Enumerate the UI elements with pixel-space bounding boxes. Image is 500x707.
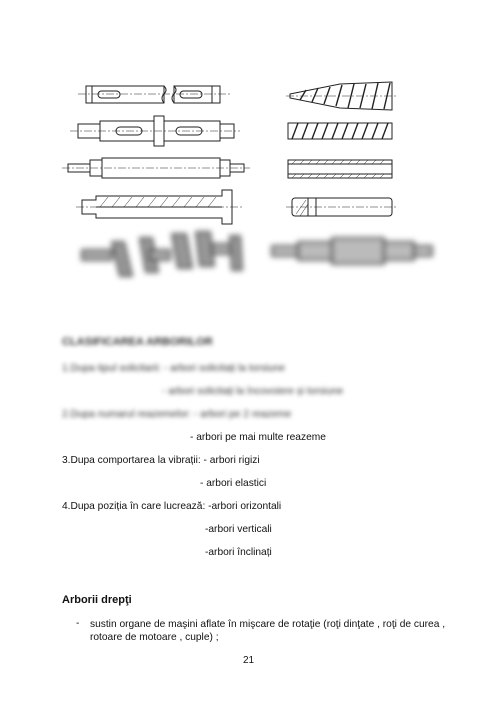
right-tube-drawing (288, 160, 392, 178)
section-heading: Arborii drepţi (62, 594, 132, 606)
classification-row-3b: - arbori elastici (200, 478, 267, 489)
classification-row-3: 3.Dupa comportarea la vibrații: - arbori rigizi (62, 455, 260, 466)
classification-row-4: 4.Dupa poziția în care lucrează: -arbori orizontali (62, 501, 282, 512)
classification-title: CLASIFICAREA ARBORILOR (62, 336, 213, 348)
bullet-marker: - (76, 618, 80, 629)
left-shaft-1-drawing (78, 86, 230, 103)
classification-row-2: 2.Dupa numarul reazemelor: - arbori pe 2 reazeme (62, 409, 292, 420)
classification-row-4b: -arbori verticali (205, 524, 272, 535)
bullet-text-1: sustin organe de maşini aflate în mişcare de rotaţie (roţi dinţate , roţi de curea , rotoare de motoare , cuple) ; (90, 619, 446, 643)
left-shaft-3-drawing (62, 158, 250, 178)
left-shaft-2-drawing (70, 116, 240, 146)
stepped-shaft-drawing (272, 238, 432, 264)
left-shaft-4-drawing (76, 190, 244, 224)
classification-row-1: 1.Dupa tipul solicitarii: - arbori solicitați la torsiune (62, 363, 286, 374)
crankshaft-drawing (82, 232, 242, 276)
right-spring-2-drawing (288, 123, 392, 139)
classification-row-1b: - arbori solicitați la încovoiere și torsiune (162, 386, 344, 397)
right-spring-1-drawing (286, 82, 396, 110)
classification-row-2b: - arbori pe mai multe reazeme (190, 432, 326, 443)
page-number: 21 (243, 655, 255, 666)
right-shaft-drawing (286, 198, 396, 216)
shaft-drawings-figure (0, 0, 500, 300)
classification-row-4c: -arbori înclinați (205, 547, 272, 558)
